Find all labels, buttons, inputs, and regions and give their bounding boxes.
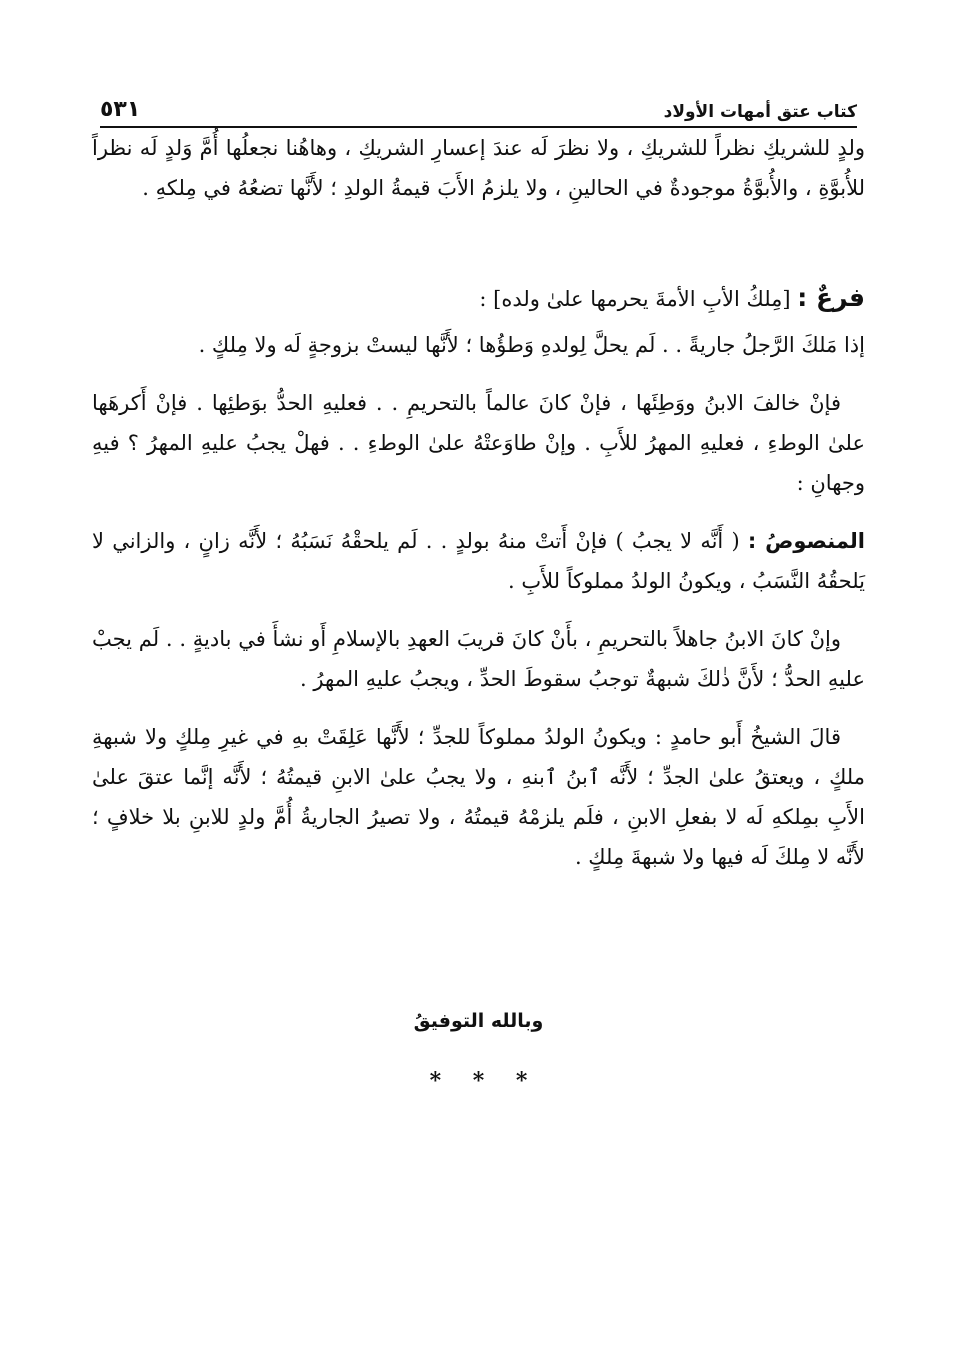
paragraph-continuation: ولدٍ للشريكِ نظراً للشريكِ ، ولا نظرَ لَه عندَ إعسارِ الشريكِ ، وهاهُنا نجعلُها أُمَّ وَلدٍ لَه نظراً للأُبوَّةِ ، والأُبوَّةُ موجودةٌ في الحالينِ ، ولا يلزمُ الأَبَ قيمةُ الولدِ ؛ لأَنَّها تضعُهُ في مِلكهِ . — [92, 136, 865, 200]
section-heading — [92, 278, 865, 319]
closing-phrase: وبالله التوفيقُ — [413, 1010, 544, 1032]
paragraph — [92, 521, 865, 601]
page-header — [100, 82, 857, 128]
lead-term: المنصوصُ : — [747, 529, 865, 553]
paragraph: وإنْ كانَ الابنُ جاهلاً بالتحريمِ ، بأَنْ كانَ قريبَ العهدِ بالإسلامِ أَو نشأَ في باديةٍ . . لَم يجبْ عليهِ الحدُّ ؛ لأَنَّ ذٰلكَ شبهةٌ توجبُ سقوطَ الحدِّ ، ويجبُ عليهِ المهرُ . — [92, 627, 865, 691]
paragraph: إذا مَلكَ الرَّجلُ جاريةً . . لَم يحلَّ لِولدهِ وَطؤُها ؛ لأَنَّها ليستْ بزوجةٍ لَه ولا مِلكٍ . — [198, 333, 865, 357]
section-label: فرعٌ : — [797, 283, 865, 312]
paragraph-text: ( أَنَّه لا يجبُ ) فإنْ أَتتْ منهُ بولدٍ . . لَم يلحقْهُ نَسَبُهُ ؛ لأَنَّه زانٍ ، والزاني لا يَلحقُهُ النَّسَبُ ، ويكونُ الولدُ مملوكاً للأَبِ . — [92, 529, 865, 593]
running-title: كتاب عتق أمهات الأولاد — [663, 102, 857, 122]
section-separator: * * * — [429, 1068, 528, 1094]
page-number: ٥٣١ — [100, 97, 141, 122]
paragraph: فإنْ خالفَ الابنُ ووَطِئَها ، فإنْ كانَ عالماً بالتحريمِ . . فعليهِ الحدُّ بوَطئِها . فإنْ أَكرهَها علىٰ الوطءِ ، فعليهِ المهرُ للأَبِ . وإنْ طاوَعتْهُ علىٰ الوطءِ . . فهلْ يجبُ عليهِ المهرُ ؟ فيهِ وجهانِ : — [92, 391, 865, 495]
paragraph: قالَ الشيخُ أَبو حامدٍ : ويكونُ الولدُ مملوكاً للجدِّ ؛ لأَنَّها عَلِقَتْ بهِ في غيرِ مِلكٍ ولا شبهةِ ملكٍ ، ويعتقُ علىٰ الجدِّ ؛ لأَنَّه ٱبنُ ٱبنهِ ، ولا يجبُ علىٰ الابنِ قيمتُهُ ؛ لأَنَّه إنَّما عتقَ علىٰ الأَبِ بمِلكهِ لَه لا بفعلِ الابنِ ، فلَم يلزمْهُ قيمتُهُ ، ولا تصيرُ الجاريةُ أُمَّ ولدٍ للابنِ بلا خلافٍ ؛ لأَنَّه لا مِلكَ لَه فيها ولا شبهةَ مِلكٍ . — [92, 725, 865, 869]
section-title: [مِلكُ الأبِ الأمةَ يحرمها علىٰ ولده] : — [479, 287, 791, 311]
body-text — [92, 128, 865, 895]
